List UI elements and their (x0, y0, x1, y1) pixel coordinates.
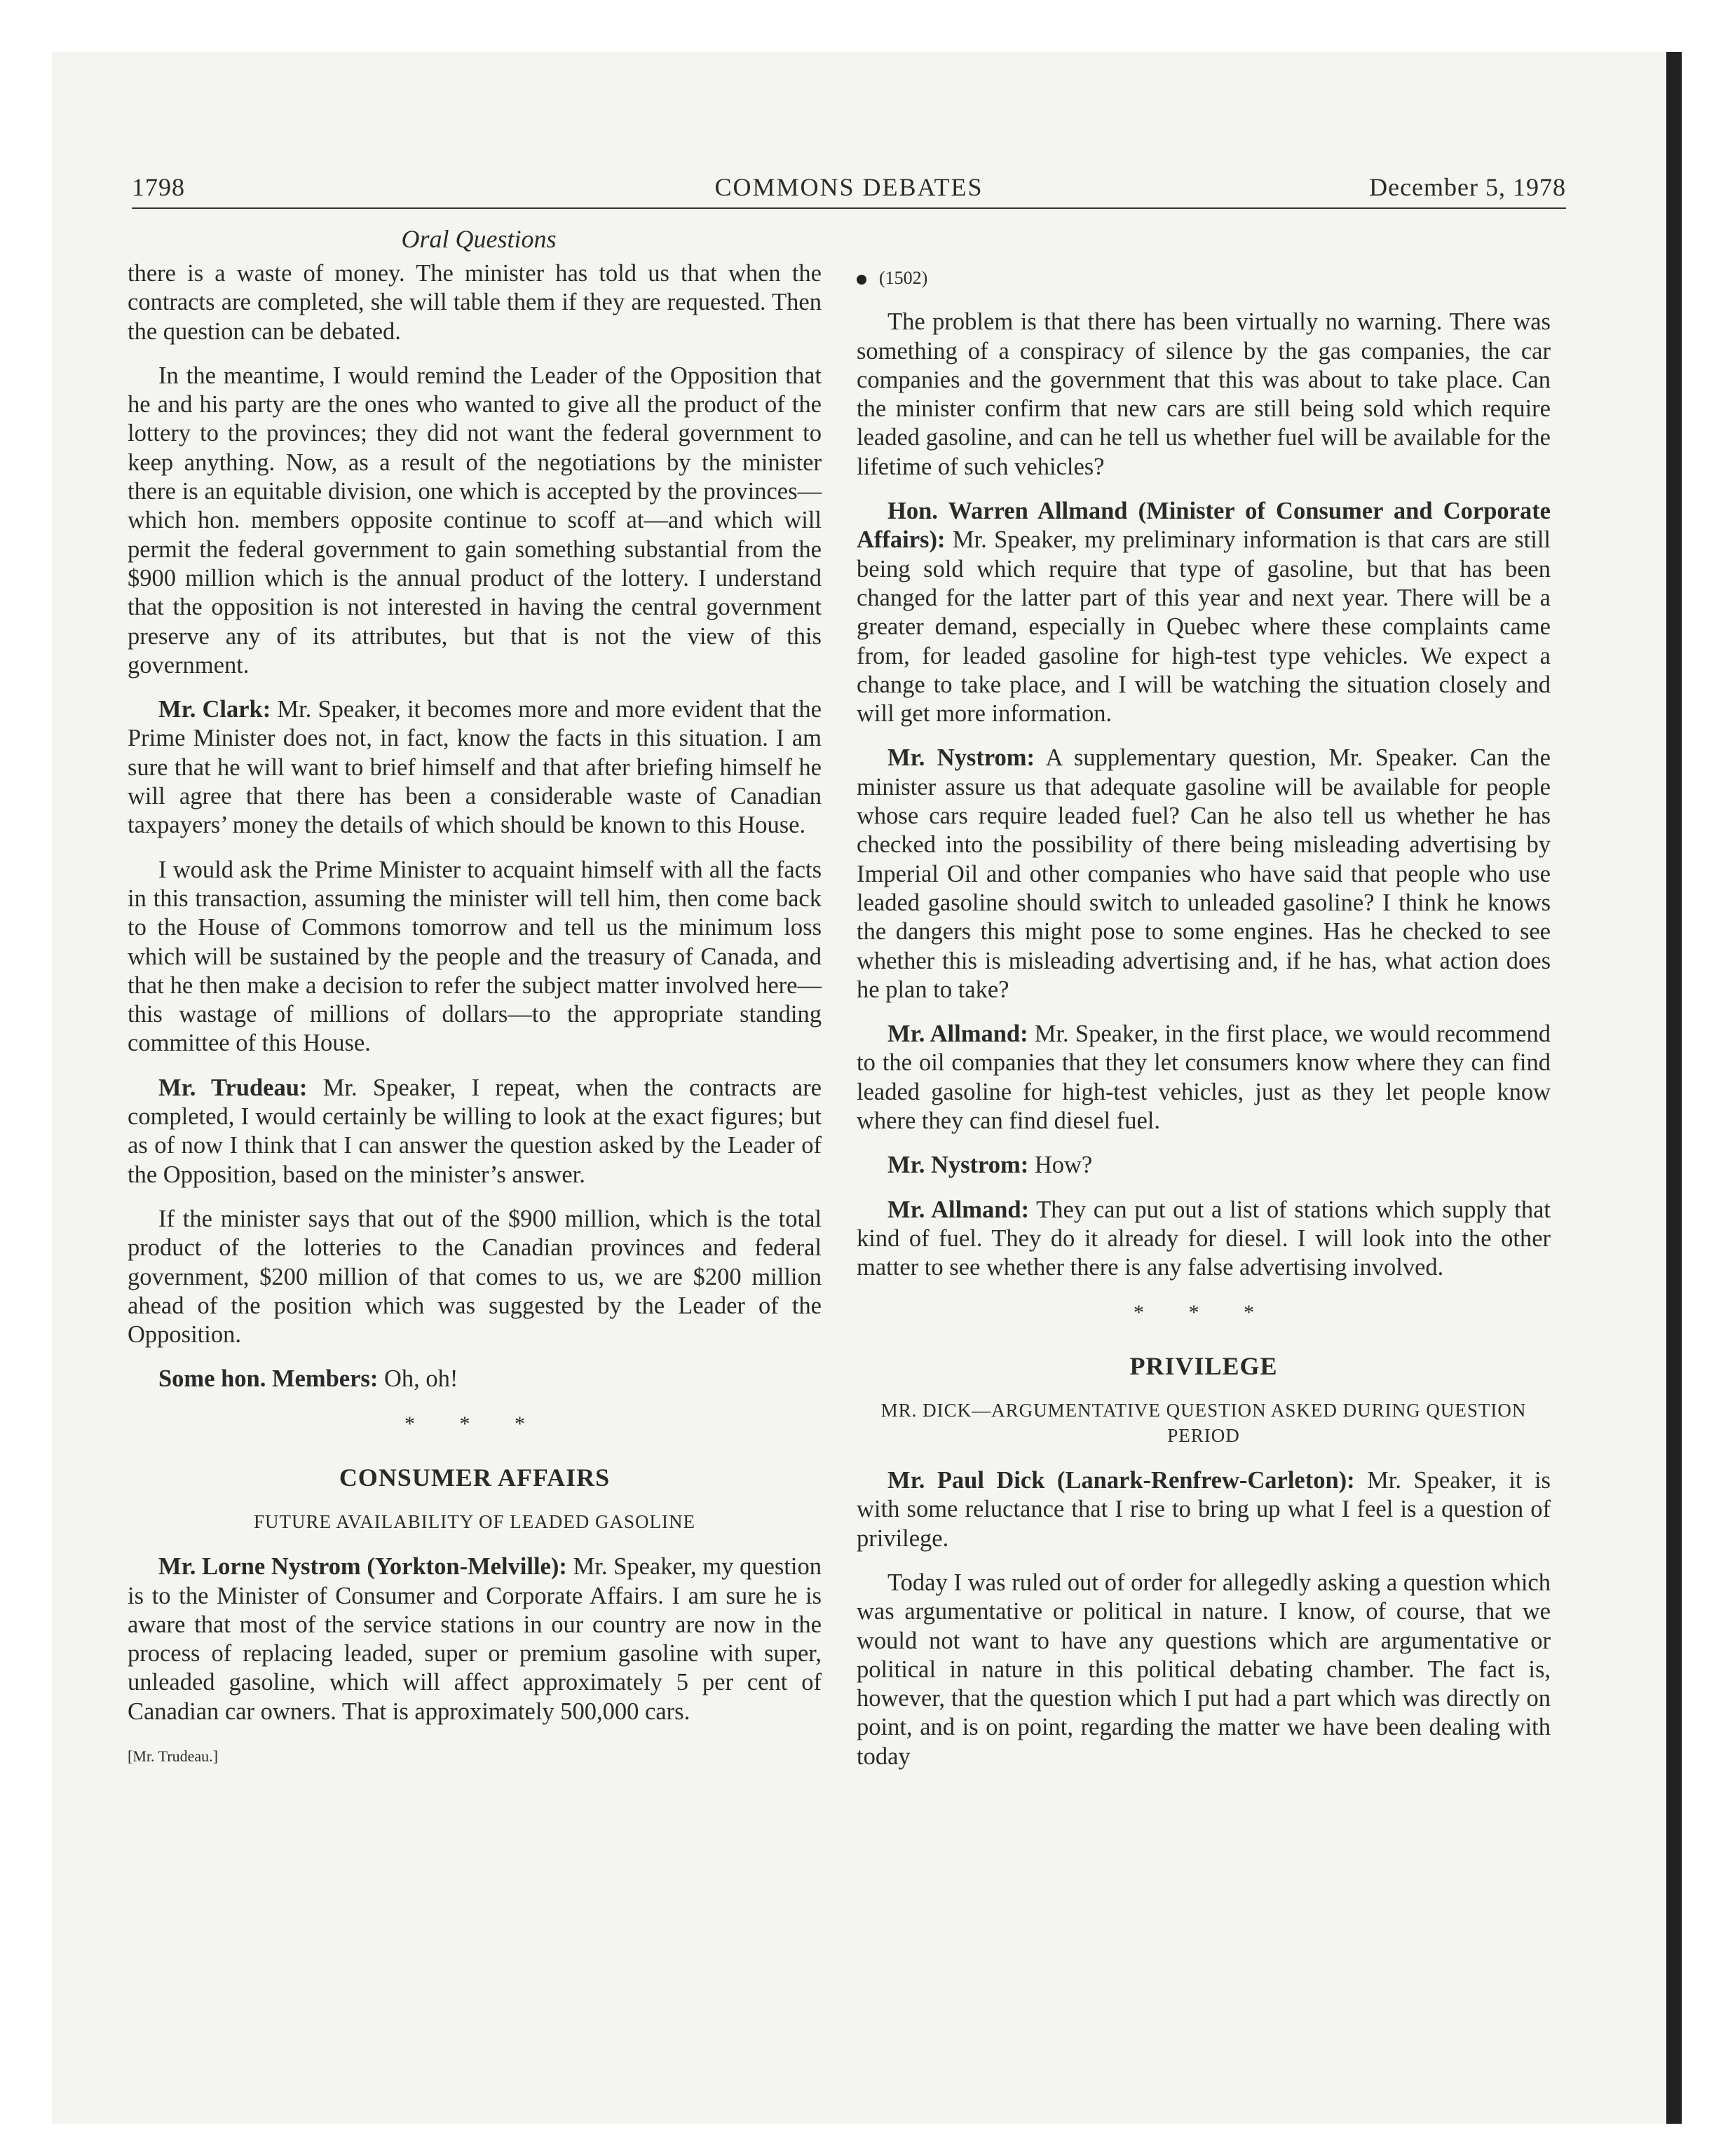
subsection-heading: FUTURE AVAILABILITY OF LEADED GASOLINE (254, 1511, 695, 1533)
speech: Mr. Nystrom: A supplementary question, Mr. Speaker. Can the minister assure us that adequate gasoline will be available for people whose cars require leaded fuel? Can he also tell us whether he has checked into the possibility of there being misleading advertising by Imperial Oil and other companies who have said that people who use leaded gasoline should switch to unleaded gasoline? I think he knows the dangers this might pose to some engines. Has he checked to see whether this is misleading advertising and, if he has, what action does he plan to take? (857, 744, 1551, 1003)
speaker-name: Mr. Trudeau: (158, 1074, 308, 1101)
speech: Mr. Allmand: They can put out a list of stations which supply that kind of fuel. They do it already for diesel. I will look into the other matter to see whether there is any false advertising involved. (857, 1196, 1551, 1281)
paragraph: I would ask the Prime Minister to acquaint himself with all the facts in this transaction, assuming the minister will tell him, then come back to the House of Commons tomorrow and tell us the minimum loss which will be sustained by the people and the treasury of Canada, and that he then make a decision to refer the subject matter involved here—this wastage of millions of dollars—to the appropriate standing committee of this House. (128, 856, 822, 1057)
issue-date: December 5, 1978 (1369, 173, 1566, 201)
speaker-name: Mr. Paul Dick (Lanark-Renfrew-Carleton): (887, 1467, 1355, 1494)
speaker-name: Mr. Nystrom: (887, 1152, 1029, 1179)
speaker-name: Mr. Allmand: (887, 1196, 1030, 1223)
publication-title: COMMONS DEBATES (714, 173, 984, 201)
bullet-icon (857, 275, 866, 285)
speaker-name: Mr. Lorne Nystrom (Yorkton-Melville): (158, 1553, 567, 1581)
page-number: 1798 (132, 173, 185, 201)
speech: Hon. Warren Allmand (Minister of Consumer and Corporate Affairs): Mr. Speaker, my preliminary information is that cars are still being sold which require that type of gasoline, but that has been changed for the latter part of this year and next year. There will be a greater demand, especially in Quebec where these complaints came from, for leaded gasoline for high-test type vehicles. We expect a change to take place, and I will be watching the situation closely and will get more information. (857, 498, 1551, 728)
paragraph: Today I was ruled out of order for allegedly asking a question which was argumentative or political in nature. I know, of course, that we would not want to have any questions which are argumentative or political in nature in this political debating chamber. The fact is, however, that the question which I put had a part which was directly on point, and is on point, regarding the matter we have been dealing with today (857, 1569, 1551, 1770)
paragraph: If the minister says that out of the $900 million, which is the total product of the lotteries to the Canadian provinces and federal government, $200 million of that comes to us, we are $200 million ahead of the position which was suggested by the Leader of the Opposition. (128, 1205, 822, 1349)
speech: Mr. Allmand: Mr. Speaker, in the first place, we would recommend to the oil companies that they let consumers know where they can find leaded gasoline for high-test vehicles, just as they let people know where they can find diesel fuel. (857, 1021, 1551, 1135)
speech: Mr. Clark: Mr. Speaker, it becomes more and more evident that the Prime Minister does not, in fact, know the facts in this situation. I am sure that he will want to brief himself and that after briefing himself he will agree that there has been a considerable waste of Canadian taxpayers’ money the details of which should be known to this House. (128, 696, 822, 839)
speech: Mr. Paul Dick (Lanark-Renfrew-Carleton): Mr. Speaker, it is with some reluctance that I rise to bring up what I feel is a question of privilege. (857, 1467, 1551, 1552)
section-separator: * * * (404, 1412, 545, 1435)
paragraph: In the meantime, I would remind the Leader of the Opposition that he and his party are the ones who wanted to give all the product of the lottery to the provinces; they did not want the federal government to keep anything. Now, as a result of the negotiations by the minister there is an equitable division, one which is accepted by the provinces—which hon. members opposite continue to scoff at—and which will permit the federal government to gain something substantial from the $900 million which is the annual product of the lottery. I understand that the opposition is not interested in having the central government preserve any of its attributes, but that is not the view of this government. (128, 362, 822, 678)
section-heading: CONSUMER AFFAIRS (339, 1463, 611, 1492)
footnote: [Mr. Trudeau.] (128, 1747, 218, 1766)
left-column (128, 259, 822, 1770)
section-separator: * * * (1134, 1300, 1274, 1324)
paragraph: there is a waste of money. The minister has told us that when the contracts are completed, she will table them if they are requested. Then the question can be debated. (128, 260, 822, 345)
subsection-heading: MR. DICK—ARGUMENTATIVE QUESTION ASKED DURING QUESTION PERIOD (880, 1400, 1527, 1447)
running-title: Oral Questions (401, 225, 557, 253)
speaker-name: Some hon. Members: (158, 1365, 379, 1393)
speaker-name: Mr. Clark: (158, 696, 271, 723)
speaker-name: Mr. Allmand: (887, 1021, 1028, 1048)
paragraph: The problem is that there has been virtually no warning. There was something of a conspiracy of silence by the gas companies, the car companies and the government that this was about to take place. Can the minister confirm that new cars are still being sold which require leaded gasoline, and can he tell us whether fuel will be available for the lifetime of such vehicles? (857, 308, 1551, 480)
section-heading: PRIVILEGE (1129, 1351, 1278, 1380)
speech: Some hon. Members: Oh, oh! (158, 1365, 458, 1393)
right-column (857, 259, 1551, 1787)
scan-edge (1666, 52, 1682, 2124)
speech: Mr. Nystrom: How? (887, 1152, 1093, 1179)
speech: Mr. Lorne Nystrom (Yorkton-Melville): Mr. Speaker, my question is to the Minister of Consumer and Corporate Affairs. I am sure he is aware that most of the service stations in our country are now in the process of replacing leaded, super or premium gasoline with super, unleaded gasoline, which will affect approximately 5 per cent of Canadian car owners. That is approximately 500,000 cars. (128, 1553, 822, 1725)
speech: Mr. Trudeau: Mr. Speaker, I repeat, when the contracts are completed, I would certainly be willing to look at the exact figures; but as of now I think that I can answer the question asked by the Leader of the Opposition, based on the minister’s answer. (128, 1074, 822, 1188)
time-marker: (1502) (857, 264, 1551, 292)
speaker-name: Hon. Warren Allmand (Minister of Consumer and Corporate Affairs): (857, 498, 1551, 554)
page-header (132, 172, 1566, 209)
speaker-name: Mr. Nystrom: (887, 744, 1035, 772)
